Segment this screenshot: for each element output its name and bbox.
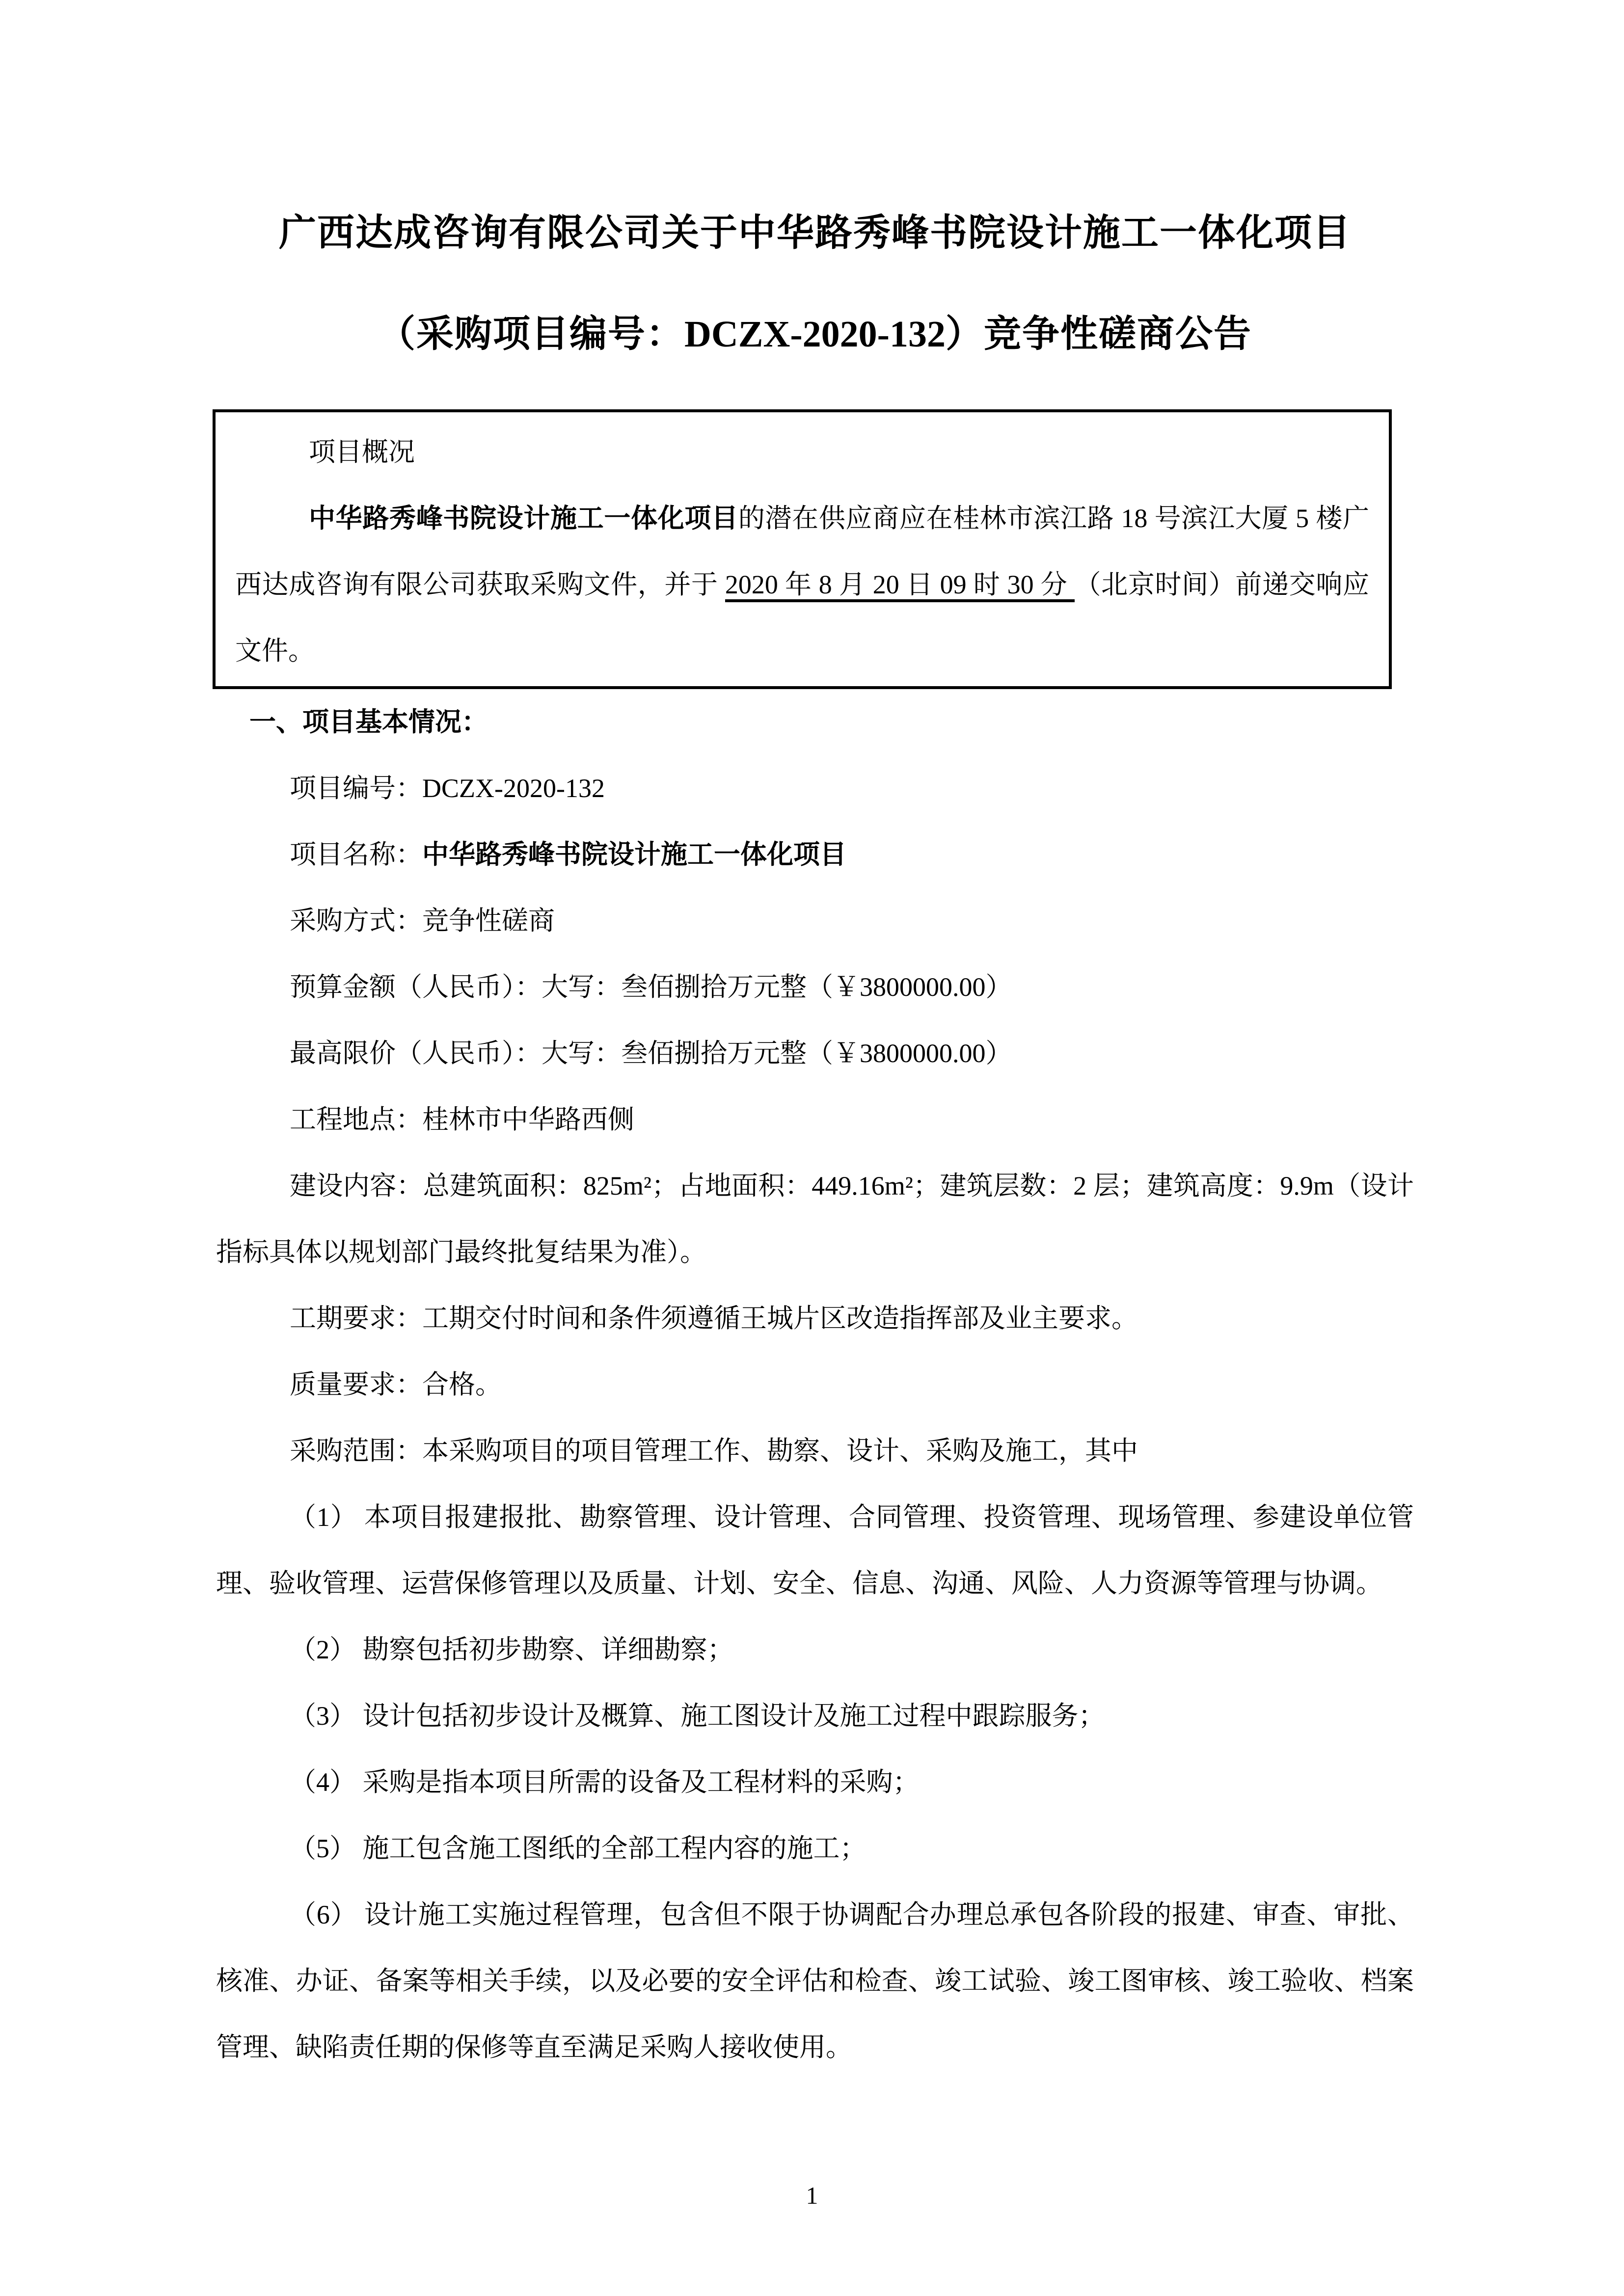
field-value: 大写：叁佰捌拾万元整（￥3800000.00）	[541, 972, 1012, 1002]
title-line-2	[216, 284, 1414, 385]
field-project-location	[216, 1087, 1414, 1153]
overview-intro-text: 的潜在供应商应在桂林市滨江路 18 号滨江大厦 5 楼广西达成咨询有限公司获取采购文件，并于	[235, 504, 1370, 599]
field-label: 项目编号：	[290, 774, 422, 803]
field-value: 竞争性磋商	[422, 906, 555, 935]
field-label: 采购方式：	[290, 906, 422, 935]
field-label: 工期要求：	[290, 1304, 422, 1333]
title-line2-prefix: （采购项目编号：	[378, 313, 685, 355]
page-number: 1	[806, 2182, 818, 2209]
overview-intro-tail: （北京时间）前递交响应文件。	[235, 570, 1370, 666]
field-schedule-requirement	[216, 1285, 1414, 1352]
project-overview-box	[213, 409, 1392, 689]
scope-item-6: （6） 设计施工实施过程管理，包含但不限于协调配合办理总承包各阶段的报建、审查、审批、核准、办证、备案等相关手续，以及必要的安全评估和检查、竣工试验、竣工图审核、竣工验收、档案管理、缺陷责任期的保修等直至满足采购人接收使用。	[216, 1900, 1414, 2062]
field-construction-content	[216, 1153, 1414, 1285]
field-label: 最高限价（人民币）：	[290, 1039, 541, 1068]
title-line-1: 广西达成咨询有限公司关于中华路秀峰书院设计施工一体化项目	[279, 212, 1351, 254]
overview-box-heading: 项目概况	[309, 437, 415, 467]
overview-project-name-bold: 中华路秀峰书院设计施工一体化项目	[309, 504, 738, 533]
field-value: 工期交付时间和条件须遵循王城片区改造指挥部及业主要求。	[422, 1304, 1138, 1333]
field-value: 总建筑面积：825m²；占地面积：449.16m²；建筑层数：2 层；建筑高度：9.9m（设计指标具体以规划部门最终批复结果为准）。	[216, 1171, 1414, 1267]
field-project-number	[216, 755, 1414, 822]
field-value-bold: 中华路秀峰书院设计施工一体化项目	[422, 840, 846, 869]
field-project-name	[216, 822, 1414, 888]
field-value: DCZX-2020-132	[422, 774, 605, 803]
scope-item-3: （3） 设计包括初步设计及概算、施工图设计及施工过程中跟踪服务；	[290, 1701, 1105, 1731]
title-line2-suffix: ）竞争性磋商公告	[945, 313, 1252, 355]
scope-item-5: （5） 施工包含施工图纸的全部工程内容的施工；	[290, 1834, 866, 1863]
document-title	[216, 183, 1414, 385]
field-label: 工程地点：	[290, 1105, 422, 1134]
overview-paragraph	[235, 485, 1369, 684]
title-project-code: DCZX-2020-132	[684, 314, 946, 355]
field-value: 合格。	[422, 1370, 502, 1399]
field-max-price-limit	[216, 1020, 1414, 1087]
field-value: 大写：叁佰捌拾万元整（￥3800000.00）	[541, 1039, 1012, 1068]
document-content	[216, 0, 1414, 2081]
field-procurement-method	[216, 888, 1414, 954]
field-label: 建设内容：	[290, 1171, 423, 1201]
overview-deadline-underlined: 2020 年 8 月 20 日 09 时 30 分	[725, 570, 1075, 602]
field-value: 本采购项目的项目管理工作、勘察、设计、采购及施工，其中	[422, 1436, 1138, 1466]
field-budget-amount	[216, 954, 1414, 1020]
field-label: 项目名称：	[290, 840, 422, 869]
scope-item-4: （4） 采购是指本项目所需的设备及工程材料的采购；	[290, 1767, 920, 1797]
field-quality-requirement	[216, 1352, 1414, 1418]
scope-item-2: （2） 勘察包括初步勘察、详细勘察；	[290, 1635, 734, 1664]
field-label: 质量要求：	[290, 1370, 422, 1399]
field-label: 预算金额（人民币）：	[290, 972, 541, 1002]
field-label: 采购范围：	[290, 1436, 422, 1466]
section-heading-basic-info: 一、项目基本情况：	[249, 707, 488, 737]
scope-item-1: （1） 本项目报建报批、勘察管理、设计管理、合同管理、投资管理、现场管理、参建设单位管理、验收管理、运营保修管理以及质量、计划、安全、信息、沟通、风险、人力资源等管理与协调。	[216, 1502, 1414, 1598]
field-procurement-scope	[216, 1418, 1414, 1484]
field-value: 桂林市中华路西侧	[422, 1105, 634, 1134]
